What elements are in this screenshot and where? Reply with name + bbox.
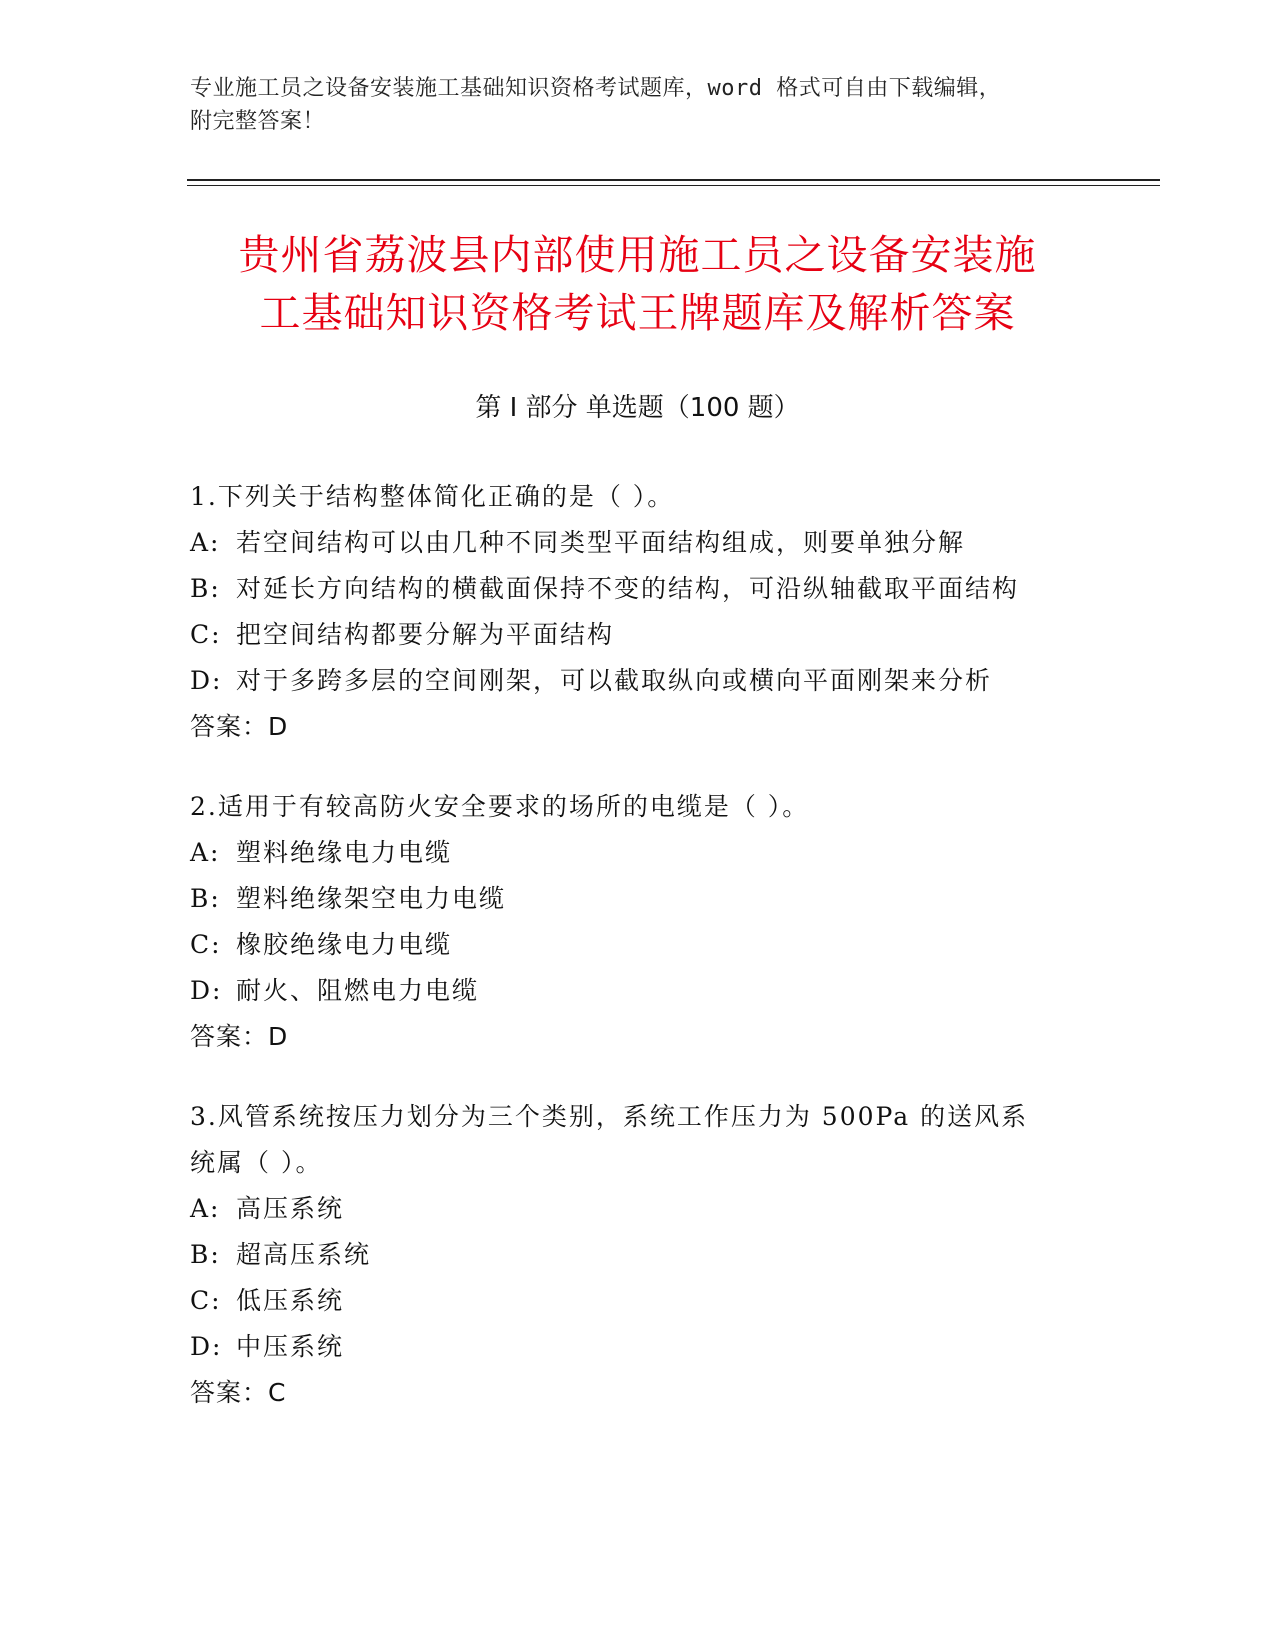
question-list	[190, 474, 1090, 1450]
option-text: 对延长方向结构的横截面保持不变的结构，可沿纵轴截取平面结构	[236, 574, 1020, 603]
option-text: 耐火、阻燃电力电缆	[236, 976, 480, 1005]
option-text: 橡胶绝缘电力电缆	[236, 930, 453, 959]
answer-line: 答案：D	[190, 712, 289, 741]
answer-line: 答案：D	[190, 1022, 289, 1051]
option-key: D:	[190, 976, 223, 1005]
option-b	[190, 876, 1090, 922]
option-text: 塑料绝缘电力电缆	[236, 838, 453, 867]
option-b	[190, 566, 1090, 612]
document-title-line: 贵州省荔波县内部使用施工员之设备安装施	[238, 231, 1037, 279]
option-key: C:	[190, 1286, 222, 1315]
option-key: D:	[190, 1332, 223, 1361]
answer-line: 答案：C	[190, 1378, 287, 1407]
header-divider-thick	[187, 179, 1160, 181]
option-key: A:	[190, 838, 221, 867]
question-item	[190, 1094, 1090, 1416]
option-c	[190, 1278, 1090, 1324]
option-d	[190, 968, 1090, 1014]
option-text: 中压系统	[236, 1332, 345, 1361]
header-note-line: 附完整答案！	[190, 109, 326, 134]
option-key: B:	[190, 574, 221, 603]
header-note-line: 专业施工员之设备安装施工基础知识资格考试题库，word 格式可自由下载编辑，	[190, 76, 1002, 101]
option-text: 若空间结构可以由几种不同类型平面结构组成，则要单独分解	[236, 528, 966, 557]
document-title-line: 工基础知识资格考试王牌题库及解析答案	[259, 289, 1016, 337]
header-divider-thin	[187, 185, 1160, 186]
option-key: A:	[190, 528, 221, 557]
option-d	[190, 658, 1090, 704]
option-key: D:	[190, 666, 223, 695]
option-text: 超高压系统	[236, 1240, 372, 1269]
option-text: 把空间结构都要分解为平面结构	[236, 620, 615, 649]
header-note	[190, 72, 1070, 138]
option-a	[190, 520, 1090, 566]
option-c	[190, 612, 1090, 658]
question-stem: 3.风管系统按压力划分为三个类别，系统工作压力为 500Pa 的送风系	[190, 1102, 1029, 1131]
question-stem: 2.适用于有较高防火安全要求的场所的电缆是（ ）。	[190, 792, 810, 821]
option-text: 低压系统	[236, 1286, 345, 1315]
option-c	[190, 922, 1090, 968]
question-stem: 1.下列关于结构整体简化正确的是（ ）。	[190, 482, 675, 511]
question-item	[190, 474, 1090, 750]
question-item	[190, 784, 1090, 1060]
section-heading: 第 I 部分 单选题（100 题）	[475, 393, 800, 423]
question-stem-continued: 统属（ ）。	[190, 1148, 323, 1177]
option-key: A:	[190, 1194, 221, 1223]
option-text: 塑料绝缘架空电力电缆	[236, 884, 507, 913]
option-text: 高压系统	[236, 1194, 345, 1223]
option-d	[190, 1324, 1090, 1370]
option-b	[190, 1232, 1090, 1278]
option-key: B:	[190, 1240, 221, 1269]
document-title	[140, 226, 1135, 342]
option-key: B:	[190, 884, 221, 913]
option-a	[190, 830, 1090, 876]
option-key: C:	[190, 930, 222, 959]
option-key: C:	[190, 620, 222, 649]
option-text: 对于多跨多层的空间刚架，可以截取纵向或横向平面刚架来分析	[236, 666, 993, 695]
option-a	[190, 1186, 1090, 1232]
